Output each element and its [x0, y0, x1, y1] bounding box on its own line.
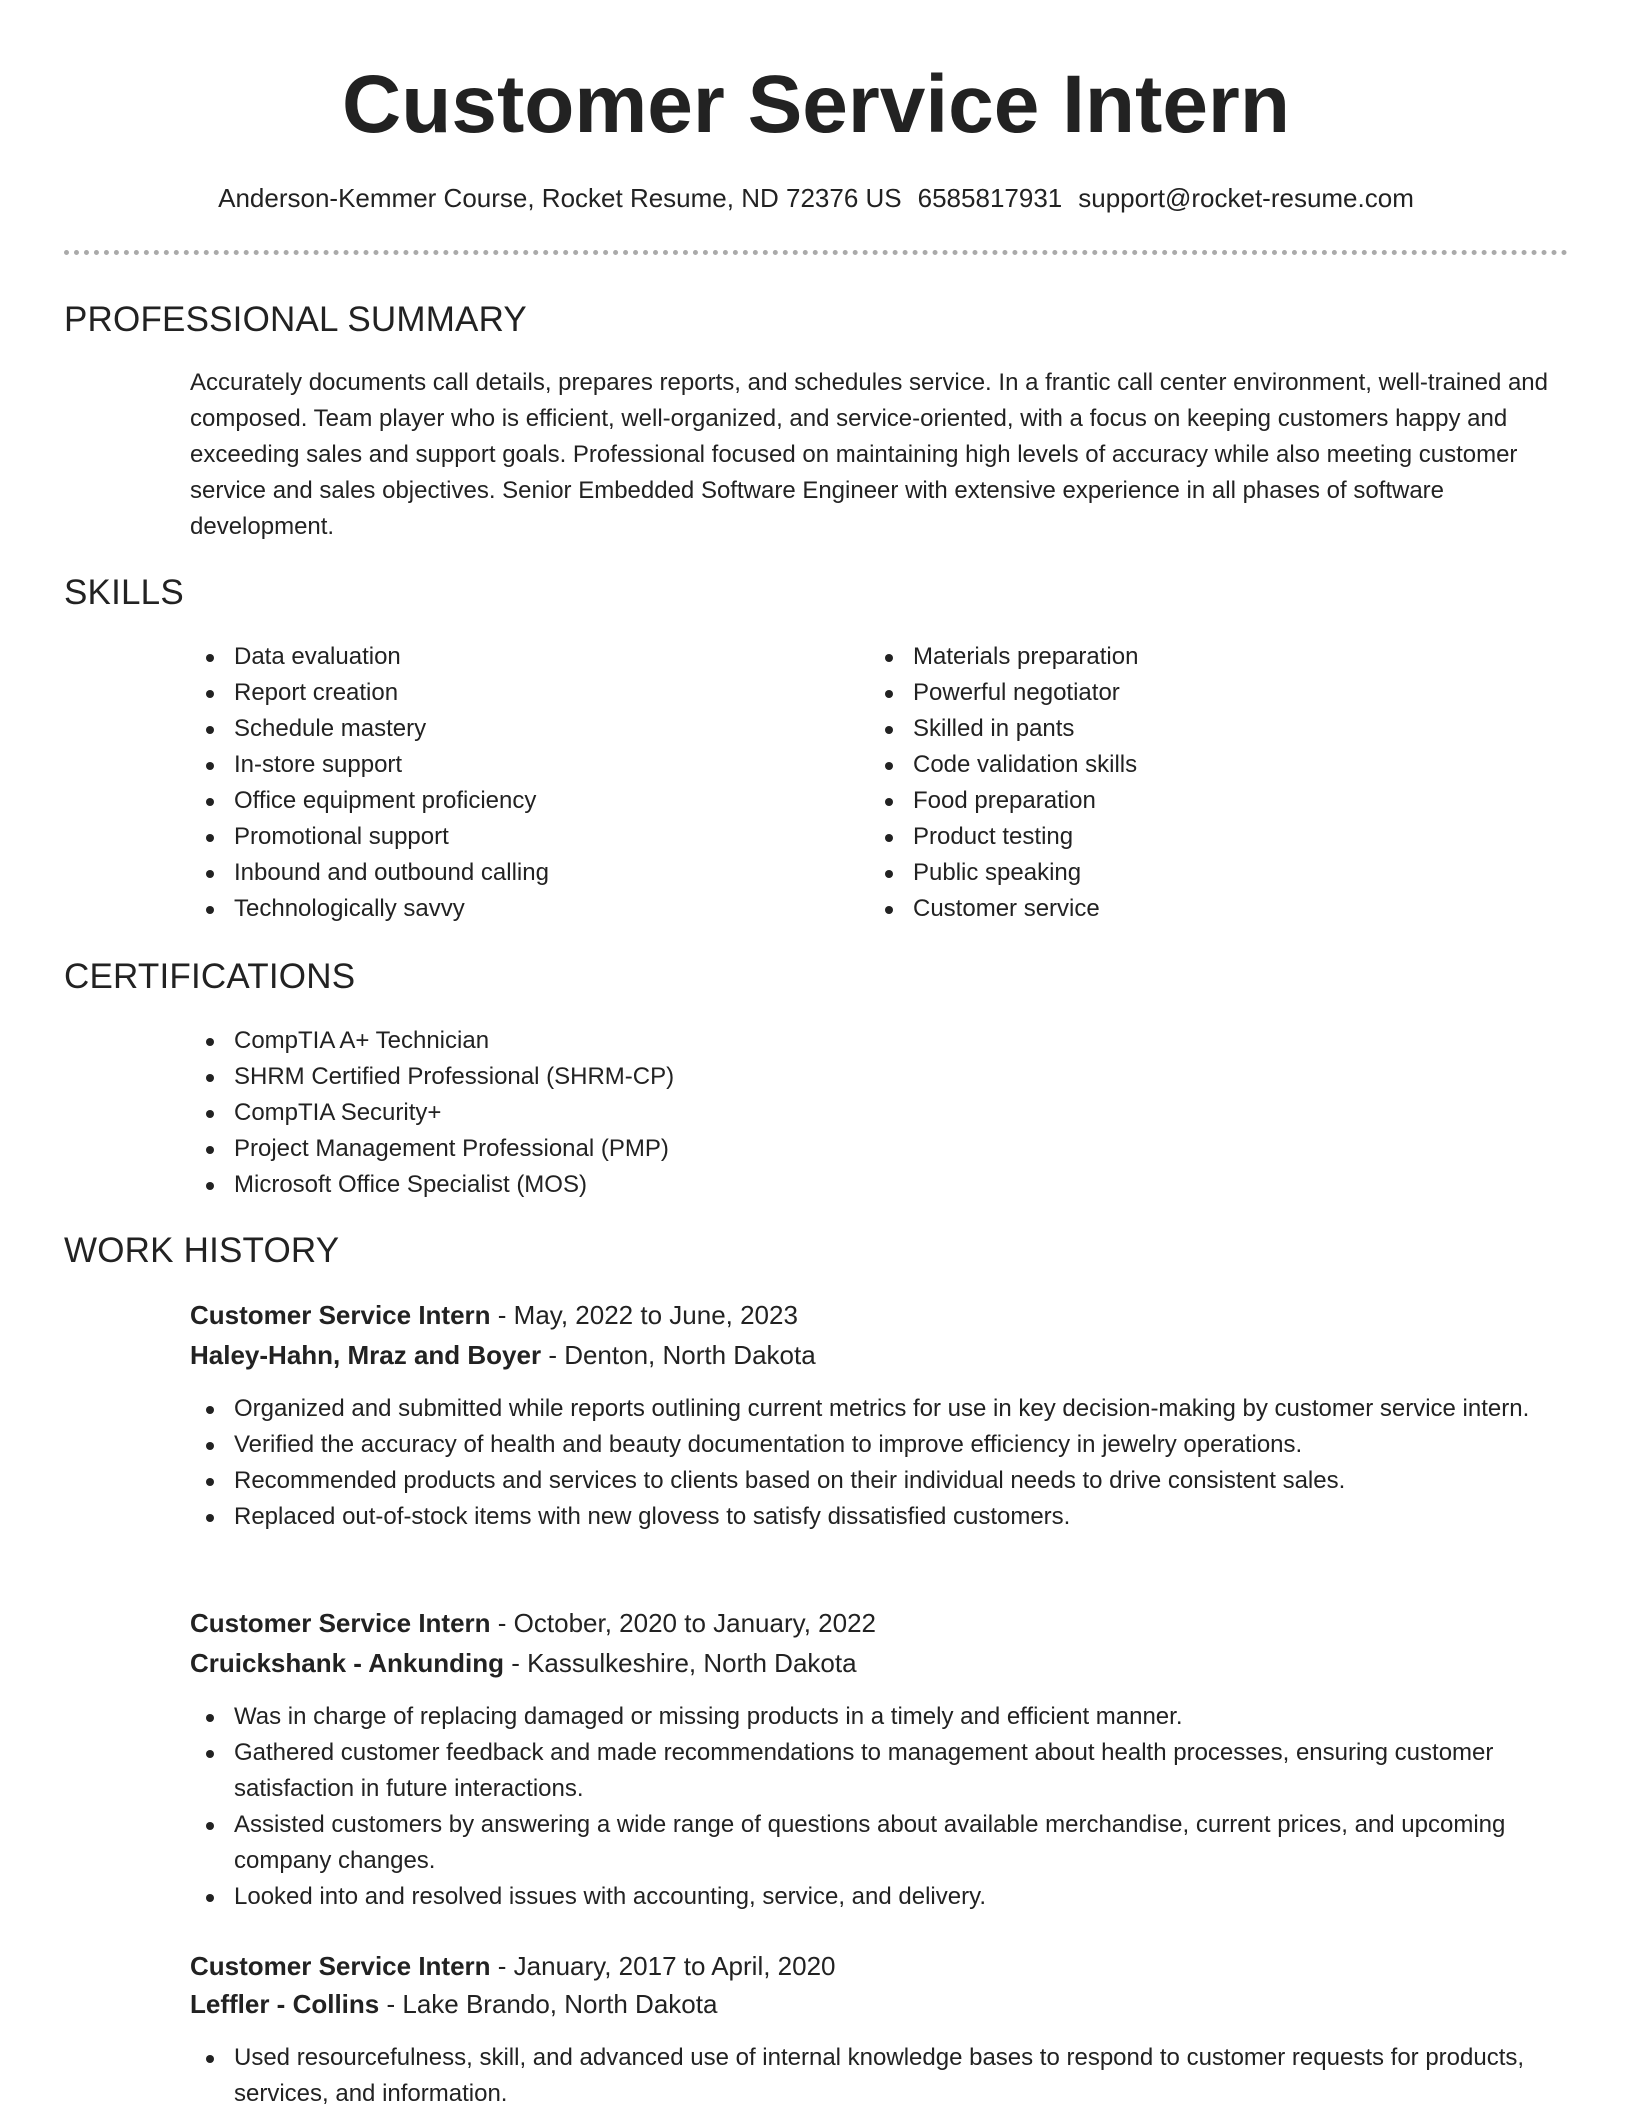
- job-location: - Lake Brando, North Dakota: [379, 1989, 718, 2019]
- job-company-line: [190, 1648, 857, 1679]
- job-title-line: [190, 1951, 836, 1982]
- skill-item: Schedule mastery: [190, 711, 549, 747]
- job-bullet: Organized and submitted while reports outlining current metrics for use in key decision-making by customer service intern.: [190, 1391, 1570, 1427]
- job-title: Customer Service Intern: [190, 1300, 491, 1330]
- skill-item: Public speaking: [869, 855, 1138, 891]
- section-title-summary: PROFESSIONAL SUMMARY: [64, 300, 527, 339]
- contact-line: [0, 183, 1632, 214]
- job-bullets: [190, 2040, 1570, 2112]
- job-company: Haley-Hahn, Mraz and Boyer: [190, 1340, 542, 1370]
- skill-item: Product testing: [869, 819, 1138, 855]
- section-title-certifications: CERTIFICATIONS: [64, 957, 356, 996]
- skill-item: In-store support: [190, 747, 549, 783]
- job-dates: - May, 2022 to June, 2023: [490, 1300, 798, 1330]
- job-bullet: Verified the accuracy of health and beauty documentation to improve efficiency in jewelry operations.: [190, 1427, 1570, 1463]
- job-location: - Denton, North Dakota: [541, 1340, 816, 1370]
- skills-list-left: [190, 639, 549, 927]
- job-bullet: Gathered customer feedback and made recommendations to management about health processes, ensuring customer satisfaction in future interactions.: [190, 1735, 1570, 1807]
- skill-item: Code validation skills: [869, 747, 1138, 783]
- job-bullet: Assisted customers by answering a wide range of questions about available merchandise, current prices, and upcoming company changes.: [190, 1807, 1570, 1879]
- resume-name: Customer Service Intern: [342, 59, 1290, 150]
- skill-item: Powerful negotiator: [869, 675, 1138, 711]
- job-bullet: Recommended products and services to clients based on their individual needs to drive consistent sales.: [190, 1463, 1570, 1499]
- job-title: Customer Service Intern: [190, 1951, 491, 1981]
- job-dates: - October, 2020 to January, 2022: [490, 1608, 876, 1638]
- certification-item: Project Management Professional (PMP): [190, 1131, 674, 1167]
- certification-item: Microsoft Office Specialist (MOS): [190, 1167, 674, 1203]
- job-company: Cruickshank - Ankunding: [190, 1648, 504, 1678]
- job-title: Customer Service Intern: [190, 1608, 491, 1638]
- skill-item: Office equipment proficiency: [190, 783, 549, 819]
- skill-item: Technologically savvy: [190, 891, 549, 927]
- header-divider: [64, 250, 1568, 255]
- skill-item: Data evaluation: [190, 639, 549, 675]
- skill-item: Report creation: [190, 675, 549, 711]
- contact-email: support@rocket-resume.com: [1078, 183, 1414, 213]
- section-title-work-history: WORK HISTORY: [64, 1231, 340, 1270]
- job-bullets: [190, 1391, 1570, 1535]
- job-location: - Kassulkeshire, North Dakota: [503, 1648, 857, 1678]
- job-bullets: [190, 1699, 1570, 1915]
- skill-item: Skilled in pants: [869, 711, 1138, 747]
- skills-list-right: [869, 639, 1138, 927]
- job-bullet: Replaced out-of-stock items with new glovess to satisfy dissatisfied customers.: [190, 1499, 1570, 1535]
- certification-item: CompTIA A+ Technician: [190, 1023, 674, 1059]
- job-company: Leffler - Collins: [190, 1989, 380, 2019]
- job-bullet: Used resourcefulness, skill, and advanced use of internal knowledge bases to respond to customer requests for products, services, and information.: [190, 2040, 1570, 2112]
- skill-item: Promotional support: [190, 819, 549, 855]
- skill-item: Customer service: [869, 891, 1138, 927]
- certifications-list: [190, 1023, 674, 1203]
- contact-phone: 6585817931: [917, 183, 1063, 213]
- job-company-line: [190, 1340, 816, 1371]
- job-title-line: [190, 1608, 876, 1639]
- contact-address: Anderson-Kemmer Course, Rocket Resume, ND 72376 US: [218, 183, 902, 213]
- job-company-line: [190, 1989, 717, 2020]
- job-bullet: Was in charge of replacing damaged or missing products in a timely and efficient manner.: [190, 1699, 1570, 1735]
- job-bullet: Looked into and resolved issues with accounting, service, and delivery.: [190, 1879, 1570, 1915]
- job-title-line: [190, 1300, 798, 1331]
- job-dates: - January, 2017 to April, 2020: [490, 1951, 836, 1981]
- summary-text: Accurately documents call details, prepares reports, and schedules service. In a frantic call center environment, well-trained and composed. Team player who is efficient, well-organized, and service-oriented, with a focus on keeping customers happy and exceeding sales and support goals. Professional focused on maintaining high levels of accuracy while also meeting customer service and sales objectives. Senior Embedded Software Engineer with extensive experience in all phases of software development.: [190, 369, 1549, 540]
- skill-item: Materials preparation: [869, 639, 1138, 675]
- certification-item: CompTIA Security+: [190, 1095, 674, 1131]
- certification-item: SHRM Certified Professional (SHRM-CP): [190, 1059, 674, 1095]
- skill-item: Food preparation: [869, 783, 1138, 819]
- skill-item: Inbound and outbound calling: [190, 855, 549, 891]
- section-title-skills: SKILLS: [64, 573, 184, 612]
